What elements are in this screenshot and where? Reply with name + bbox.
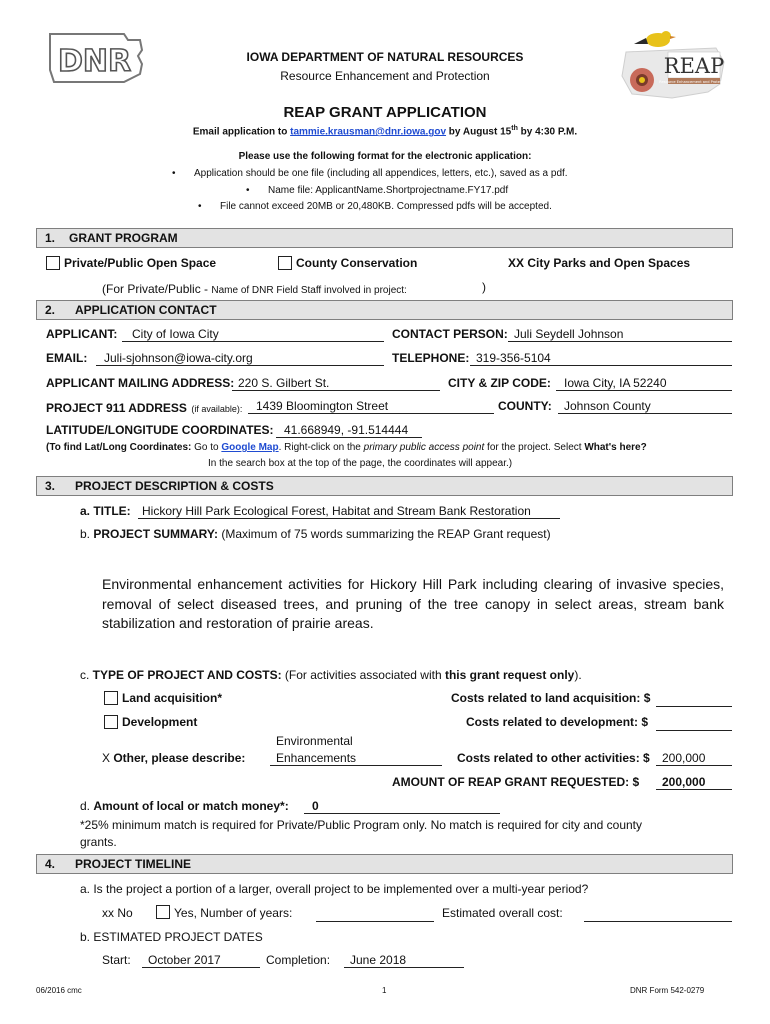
county-conservation-label: County Conservation xyxy=(296,256,418,270)
section-number: 4. xyxy=(45,857,56,871)
development-cost-label: Costs related to development: $ xyxy=(466,715,649,729)
summary-line: removal of select diseased trees, and pruning of the tree canopy in select areas, stream bank xyxy=(102,595,724,612)
type-prefix: c. xyxy=(80,668,93,682)
project-911-label-group xyxy=(46,399,242,417)
program-name: Resource Enhancement and Protection xyxy=(280,69,490,83)
project-summary-label xyxy=(80,527,551,541)
format-bullet: • Application should be one file (including all appendices, letters, etc.), saved as a pdf. xyxy=(194,168,568,179)
section-grant-program xyxy=(36,228,733,248)
estimated-cost-label: Estimated overall cost: xyxy=(442,906,563,920)
email-instruction xyxy=(0,125,770,137)
applicant-label: APPLICANT: xyxy=(46,327,118,341)
yes-checkbox[interactable] xyxy=(156,905,170,919)
city-zip-label: CITY & ZIP CODE: xyxy=(448,376,551,390)
project-911-label: PROJECT 911 ADDRESS xyxy=(46,401,187,415)
grant-total-label: AMOUNT OF REAP GRANT REQUESTED: $ xyxy=(392,775,640,789)
email-link[interactable]: tammie.krausman@dnr.iowa.gov xyxy=(290,126,447,138)
project-title-label xyxy=(80,504,131,518)
project-title-label-text: a. TITLE: xyxy=(80,504,131,518)
department-name: IOWA DEPARTMENT OF NATURAL RESOURCES xyxy=(246,50,524,64)
other-mark: X xyxy=(102,751,114,765)
lat-long-help-goto: Go to xyxy=(191,442,222,453)
summary-prefix: b. xyxy=(80,527,94,541)
section-title: PROJECT TIMELINE xyxy=(75,857,192,871)
google-map-link[interactable]: Google Map xyxy=(221,442,279,453)
applicant-field[interactable]: City of Iowa City xyxy=(122,327,384,342)
completion-date-field[interactable]: June 2018 xyxy=(344,953,464,968)
start-date-field[interactable]: October 2017 xyxy=(142,953,260,968)
city-parks-label: XX City Parks and Open Spaces xyxy=(508,256,691,270)
contact-person-label: CONTACT PERSON: xyxy=(392,327,508,341)
email-deadline-sup: th xyxy=(511,125,518,132)
multi-year-question: a. Is the project a portion of a larger, overall project to be implemented over a multi-year period? xyxy=(80,882,589,896)
other-description-field[interactable]: Enhancements xyxy=(270,751,442,766)
section-title: APPLICATION CONTACT xyxy=(75,303,217,317)
svg-text:DNR: DNR xyxy=(58,44,132,79)
footer-date: 06/2016 cmc xyxy=(36,986,82,995)
match-note: *25% minimum match is required for Private/Public Program only. No match is required for city and county xyxy=(80,818,643,832)
field-staff-close: ) xyxy=(482,280,486,294)
field-staff-prefix: (For Private/Public - xyxy=(102,282,212,296)
completion-label: Completion: xyxy=(266,953,331,967)
other-cost-field[interactable]: 200,000 xyxy=(656,751,732,766)
section-title: GRANT PROGRAM xyxy=(69,231,178,245)
section-number: 3. xyxy=(45,479,56,493)
land-acquisition-label: Land acquisition* xyxy=(122,691,223,705)
section-number: 2. xyxy=(45,303,56,317)
years-field[interactable] xyxy=(316,906,434,922)
type-label: TYPE OF PROJECT AND COSTS: xyxy=(92,668,282,682)
svg-text:Resource Enhancement and Prote: Resource Enhancement and Protection xyxy=(659,80,729,84)
development-label: Development xyxy=(122,715,198,729)
section-title: PROJECT DESCRIPTION & COSTS xyxy=(75,479,274,493)
private-public-label: Private/Public Open Space xyxy=(64,256,217,270)
format-bullet: • Name file: ApplicantName.Shortprojectname.FY17.pdf xyxy=(268,185,508,196)
match-prefix: d. xyxy=(80,799,94,813)
footer-page-number: 1 xyxy=(382,986,387,995)
telephone-label: TELEPHONE: xyxy=(392,351,470,365)
no-option-label: xx No xyxy=(102,906,133,920)
lat-long-field[interactable]: 41.668949, -91.514444 xyxy=(276,423,422,438)
lat-long-help xyxy=(46,442,647,453)
section-project-timeline xyxy=(36,854,733,874)
lat-long-label: LATITUDE/LONGITUDE COORDINATES: xyxy=(46,423,274,437)
mailing-address-label: APPLICANT MAILING ADDRESS: xyxy=(46,376,235,390)
land-cost-label: Costs related to land acquisition: $ xyxy=(451,691,651,705)
estimated-cost-field[interactable] xyxy=(584,906,732,922)
project-type-label xyxy=(80,668,582,682)
email-deadline: by August 15 xyxy=(446,126,512,138)
land-cost-field[interactable] xyxy=(656,691,732,707)
land-acquisition-checkbox[interactable] xyxy=(104,691,118,705)
summary-line: stabilization and restoration of prairie areas. xyxy=(102,615,374,631)
section-application-contact xyxy=(36,300,733,320)
section-number: 1. xyxy=(45,231,56,245)
yes-years-label: Yes, Number of years: xyxy=(174,906,293,920)
city-zip-field[interactable]: Iowa City, IA 52240 xyxy=(556,376,732,391)
lat-long-help-whats-here: What's here? xyxy=(584,442,647,453)
format-bullet: • File cannot exceed 20MB or 20,480KB. Compressed pdfs will be accepted. xyxy=(220,201,552,212)
private-public-checkbox[interactable] xyxy=(46,256,60,270)
email-prefix: Email application to xyxy=(192,126,291,138)
lat-long-help-italic: primary public access point xyxy=(363,442,485,453)
telephone-field[interactable]: 319-356-5104 xyxy=(470,351,732,366)
type-note-end: ). xyxy=(574,668,582,682)
form-title: REAP GRANT APPLICATION xyxy=(283,104,487,121)
type-note-bold: this grant request only xyxy=(444,668,575,682)
project-summary-text[interactable] xyxy=(102,575,724,634)
other-description-line1: Environmental xyxy=(276,734,353,748)
other-label-text: Other, please describe: xyxy=(113,751,246,765)
lat-long-help-line2: In the search box at the top of the page, the coordinates will appear.) xyxy=(208,458,513,469)
project-911-field[interactable]: 1439 Bloomington Street xyxy=(248,399,494,414)
summary-note: (Maximum of 75 words summarizing the REAP Grant request) xyxy=(218,527,551,541)
start-label: Start: xyxy=(102,953,131,967)
svg-text:REAP: REAP xyxy=(663,54,725,78)
other-cost-label: Costs related to other activities: $ xyxy=(457,751,650,765)
other-label xyxy=(102,751,245,765)
county-field[interactable]: Johnson County xyxy=(558,399,732,414)
field-staff-line xyxy=(102,280,407,298)
summary-label: PROJECT SUMMARY: xyxy=(93,527,219,541)
project-911-note: (if available): xyxy=(191,404,243,414)
grant-total-field[interactable]: 200,000 xyxy=(656,775,732,790)
summary-line: Environmental enhancement activities for Hickory Hill Park including clearing of invasive species, xyxy=(102,576,724,592)
development-checkbox[interactable] xyxy=(104,715,118,729)
format-heading: Please use the following format for the electronic application: xyxy=(238,151,532,162)
section-project-description xyxy=(36,476,733,496)
project-dates-label: b. ESTIMATED PROJECT DATES xyxy=(80,930,263,944)
development-cost-field[interactable] xyxy=(656,715,732,731)
reap-logo xyxy=(612,22,732,108)
footer-form-number: DNR Form 542-0279 xyxy=(630,986,705,995)
project-title-field[interactable]: Hickory Hill Park Ecological Forest, Habitat and Stream Bank Restoration xyxy=(138,504,560,519)
match-money-field[interactable]: 0 xyxy=(304,799,500,814)
email-label: EMAIL: xyxy=(46,351,88,365)
mailing-address-field[interactable]: 220 S. Gilbert St. xyxy=(232,376,440,391)
lat-long-help-text: . Right-click on the xyxy=(278,442,364,453)
type-note: (For activities associated with xyxy=(281,668,445,682)
lat-long-help-lead: (To find Lat/Long Coordinates: xyxy=(46,442,192,453)
lat-long-help-select: for the project. Select xyxy=(484,442,585,453)
field-staff-label: Name of DNR Field Staff involved in project: xyxy=(211,285,407,296)
county-conservation-checkbox[interactable] xyxy=(278,256,292,270)
email-field[interactable]: Juli-sjohnson@iowa-city.org xyxy=(96,351,384,366)
county-label: COUNTY: xyxy=(498,399,552,413)
match-money-label xyxy=(80,799,289,813)
match-note-cont: grants. xyxy=(80,835,117,849)
match-label-text: Amount of local or match money*: xyxy=(93,799,289,813)
contact-person-field[interactable]: Juli Seydell Johnson xyxy=(508,327,732,342)
email-deadline-time: by 4:30 P.M. xyxy=(517,126,578,138)
